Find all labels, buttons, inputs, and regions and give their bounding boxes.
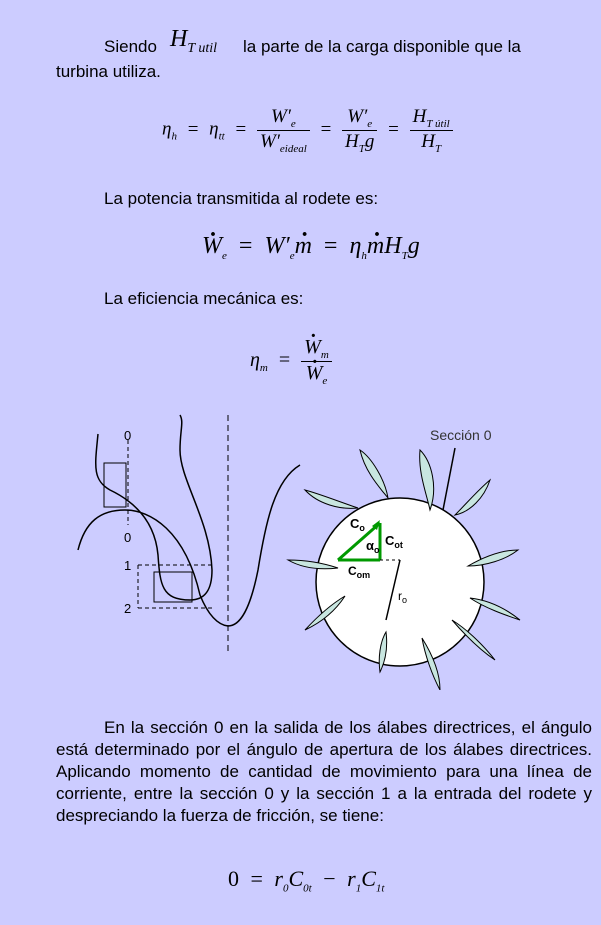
- angular-momentum-equation: $0 = r_0C_{0t} - r_1C_{1t}$: [228, 866, 385, 895]
- intro-line-1: [104, 36, 157, 58]
- intro-prefix: Siendo: [104, 37, 157, 56]
- runner-circle: [316, 498, 484, 666]
- seccion-0-pointer: [443, 448, 455, 510]
- label-c0: $C_o$: [350, 516, 365, 533]
- label-zero-bottom: 0: [124, 530, 132, 545]
- symbol-h-t-util: $H_{T util}$: [170, 26, 218, 56]
- intro-line-2: turbina utiliza.: [56, 62, 161, 81]
- label-alpha: $\alpha_o$: [366, 538, 380, 555]
- label-zero-top: 0: [124, 428, 132, 443]
- power-text: La potencia transmitida al rodete es:: [104, 189, 379, 208]
- hydraulic-efficiency-equation: $\eta_h = \eta_{tt}$ = $\frac{W'_e}{W'_{eideal}}$ = $\frac{W'_e}{H_Tg}$ = $\frac{H_{T útil}}{H_T}$: [162, 106, 453, 155]
- guide-vane-box: [104, 463, 126, 507]
- label-one: 1: [124, 558, 132, 573]
- power-equation: $W \cdot_e = W'_em$ · = $\eta_hm \cdot H_Tg$: [202, 233, 420, 262]
- label-c0t: $C_{ot}$: [385, 533, 403, 550]
- label-two: 2: [124, 601, 132, 616]
- intro-line-1-suffix: la parte de la carga disponible que la: [243, 37, 521, 56]
- label-c0m: $C_{om}$: [348, 564, 371, 580]
- label-r0: $r_o$: [398, 589, 408, 605]
- mech-text: La eficiencia mecánica es:: [104, 289, 304, 308]
- mechanical-efficiency-equation: $\eta_m$ = $\frac{W \cdot_m}{W \cdot_e}$: [250, 336, 332, 387]
- label-seccion-0: Sección 0: [430, 427, 492, 443]
- momentum-text: En la sección 0 en la salida de los álabes directrices, el ángulo está determinado por el ángulo de apertura de los álabes directrices. Aplicando momento de cantidad de movimiento para una línea de corriente, entre la sección 0 y la sección 1 a la entrada del rodete y despreciando la fuerza de fricción, se tiene:: [56, 718, 592, 825]
- turbine-diagram: [0, 410, 601, 690]
